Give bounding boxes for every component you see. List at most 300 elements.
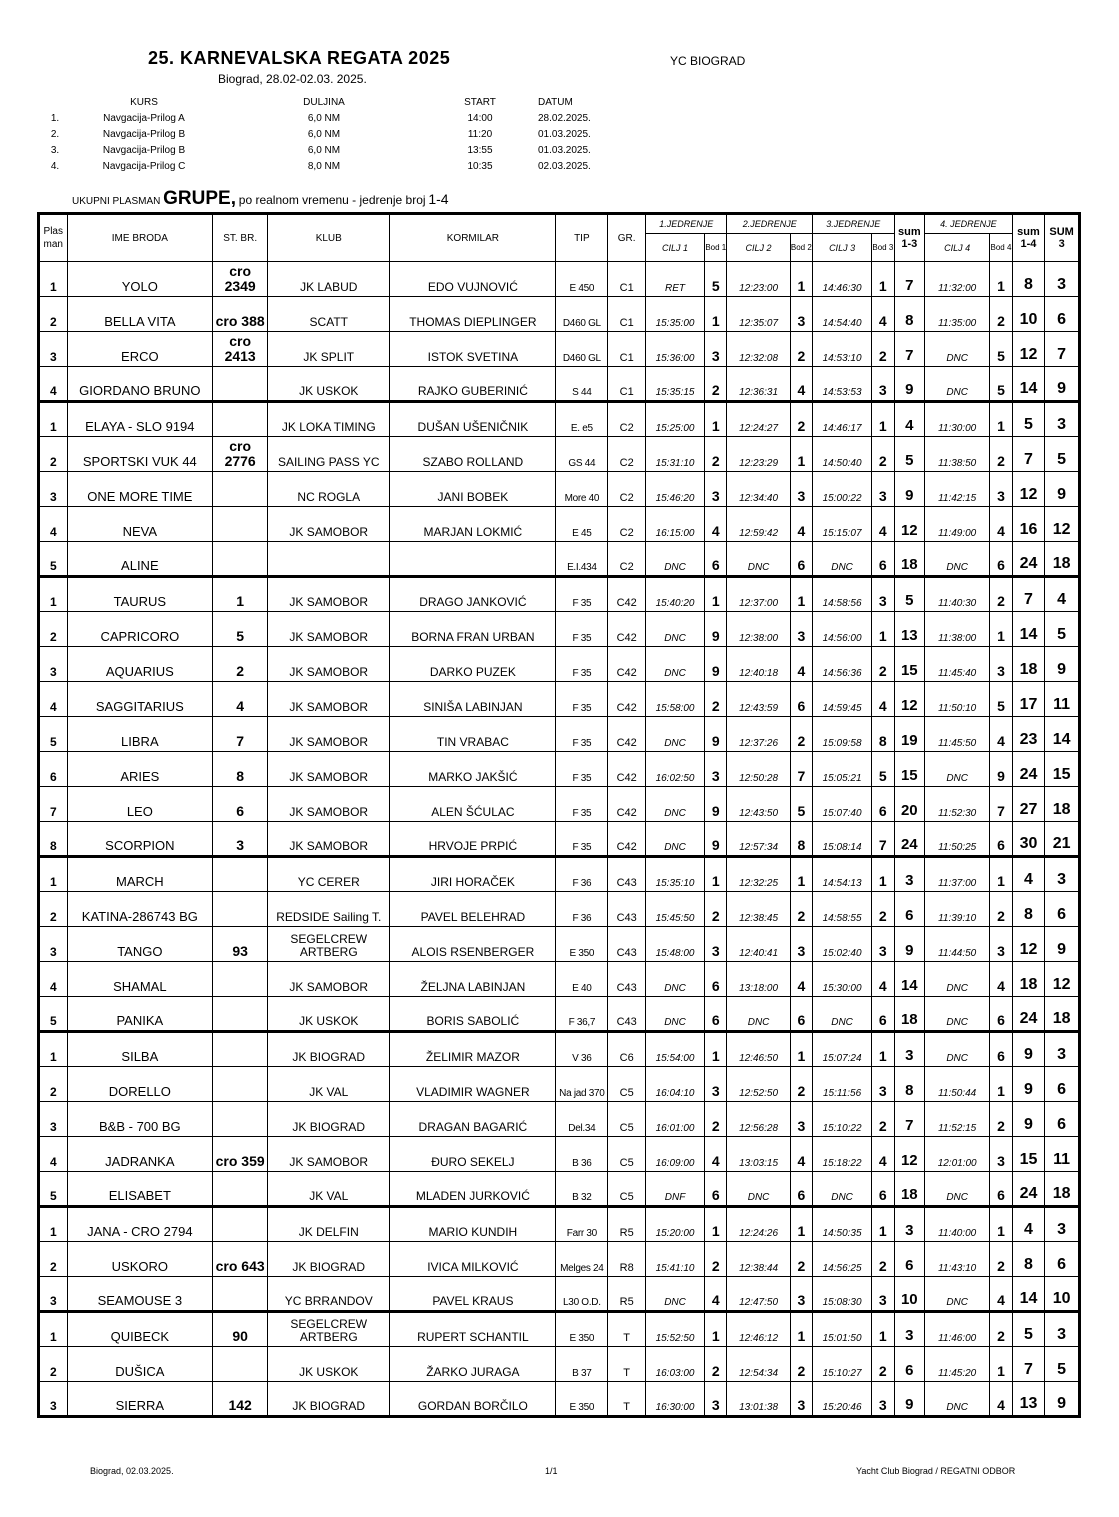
table-row <box>39 787 1080 822</box>
cell-skipper: MARKO JAKŠIĆ <box>390 752 556 787</box>
header-bod-3: Bod 3 <box>872 234 894 262</box>
cell-sum-1-4: 8 <box>1012 892 1045 927</box>
cell-points-3: 3 <box>872 472 894 507</box>
courses-header-duljina: DULJINA <box>303 97 345 108</box>
table-row <box>39 1032 1080 1067</box>
cell-group: C5 <box>608 1067 646 1102</box>
cell-club: JK SAMOBOR <box>268 577 390 612</box>
cell-sum-1-3: 18 <box>894 997 925 1032</box>
cell-points-4: 2 <box>990 437 1012 472</box>
cell-club: YC CERER <box>268 857 390 892</box>
cell-sum-1-4: 15 <box>1012 1137 1045 1172</box>
cell-points-4: 3 <box>990 647 1012 682</box>
cell-placement: 7 <box>39 787 68 822</box>
cell-club: JK SAMOBOR <box>268 612 390 647</box>
cell-boat-name: PANIKA <box>67 997 213 1032</box>
cell-points-2: 6 <box>790 997 812 1032</box>
cell-sum-1-3: 3 <box>894 1032 925 1067</box>
cell-sail-number <box>213 997 268 1032</box>
cell-skipper: RAJKO GUBERINIĆ <box>390 367 556 402</box>
cell-points-3: 3 <box>872 577 894 612</box>
cell-points-3: 1 <box>872 857 894 892</box>
cell-points-3: 6 <box>872 542 894 577</box>
cell-boat-name: YOLO <box>67 262 213 297</box>
cell-sum-1-4: 9 <box>1012 1102 1045 1137</box>
cell-skipper: RUPERT SCHANTIL <box>390 1312 556 1347</box>
course-row <box>40 159 650 175</box>
cell-finish-4: 11:52:30 <box>925 787 990 822</box>
cell-sail-number <box>213 1032 268 1067</box>
cell-points-3: 1 <box>872 612 894 647</box>
cell-group: C42 <box>608 612 646 647</box>
cell-points-3: 1 <box>872 1312 894 1347</box>
cell-boat-name: SEAMOUSE 3 <box>67 1277 213 1312</box>
cell-boat-type: E.I.434 <box>556 542 608 577</box>
cell-group: C43 <box>608 892 646 927</box>
cell-points-4: 1 <box>990 857 1012 892</box>
course-name: Navgacija-Prilog B <box>102 129 186 140</box>
cell-points-3: 3 <box>872 1277 894 1312</box>
cell-sum-1-4: 18 <box>1012 962 1045 997</box>
cell-group: C43 <box>608 857 646 892</box>
cell-club: JK SAMOBOR <box>268 822 390 857</box>
table-row <box>39 577 1080 612</box>
cell-placement: 1 <box>39 402 68 437</box>
cell-points-2: 1 <box>790 1032 812 1067</box>
cell-sum-1-3: 7 <box>894 332 925 367</box>
cell-sum-1-3: 9 <box>894 1382 925 1417</box>
cell-club: REDSIDE Sailing T. <box>268 892 390 927</box>
cell-finish-2: 12:32:08 <box>727 332 790 367</box>
table-row <box>39 892 1080 927</box>
results-header-row-1 <box>39 214 1080 234</box>
cell-points-3: 3 <box>872 1067 894 1102</box>
cell-sail-number: 4 <box>213 682 268 717</box>
cell-points-2: 1 <box>790 857 812 892</box>
cell-boat-name: SPORTSKI VUK 44 <box>67 437 213 472</box>
cell-sum-3: 9 <box>1045 647 1080 682</box>
cell-sail-number: cro 2349 <box>213 262 268 297</box>
cell-finish-1: DNC <box>646 997 705 1032</box>
cell-placement: 6 <box>39 752 68 787</box>
cell-placement: 4 <box>39 507 68 542</box>
cell-finish-2: 12:54:34 <box>727 1347 790 1382</box>
cell-finish-3: 14:46:30 <box>813 262 872 297</box>
cell-points-1: 1 <box>705 402 727 437</box>
cell-sail-number: 7 <box>213 717 268 752</box>
cell-skipper: ŽELIMIR MAZOR <box>390 1032 556 1067</box>
cell-finish-3: 15:08:30 <box>813 1277 872 1312</box>
cell-club: JK SAMOBOR <box>268 752 390 787</box>
cell-finish-3: 15:05:21 <box>813 752 872 787</box>
cell-group: C2 <box>608 472 646 507</box>
cell-finish-3: DNC <box>813 997 872 1032</box>
cell-boat-name: SAGGITARIUS <box>67 682 213 717</box>
header-bod-1: Bod 1 <box>705 234 727 262</box>
cell-finish-1: 16:01:00 <box>646 1102 705 1137</box>
cell-points-2: 3 <box>790 612 812 647</box>
cell-club: JK SPLIT <box>268 332 390 367</box>
cell-sail-number <box>213 1102 268 1137</box>
cell-sum-3: 3 <box>1045 1207 1080 1242</box>
cell-skipper: DRAGO JANKOVIĆ <box>390 577 556 612</box>
cell-finish-3: 14:50:35 <box>813 1207 872 1242</box>
cell-group: C6 <box>608 1032 646 1067</box>
cell-points-1: 3 <box>705 927 727 962</box>
cell-finish-1: 15:52:50 <box>646 1312 705 1347</box>
header-ime-broda: IME BRODA <box>67 214 213 262</box>
cell-points-4: 1 <box>990 1207 1012 1242</box>
cell-boat-type: D460 GL <box>556 332 608 367</box>
cell-sum-1-4: 7 <box>1012 577 1045 612</box>
cell-points-1: 9 <box>705 787 727 822</box>
cell-boat-name: SIERRA <box>67 1382 213 1417</box>
cell-finish-4: 11:42:15 <box>925 472 990 507</box>
course-length: 6,0 NM <box>307 145 341 156</box>
cell-points-1: 6 <box>705 1172 727 1207</box>
cell-points-3: 7 <box>872 822 894 857</box>
cell-club: JK SAMOBOR <box>268 787 390 822</box>
cell-boat-type: F 35 <box>556 612 608 647</box>
course-name: Navgacija-Prilog C <box>102 161 186 172</box>
cell-club: JK BIOGRAD <box>268 1242 390 1277</box>
header-sum-1-3: sum 1-3 <box>894 214 925 262</box>
course-date: 02.03.2025. <box>538 161 591 172</box>
cell-group: C1 <box>608 332 646 367</box>
cell-boat-name: TAURUS <box>67 577 213 612</box>
cell-finish-2: 12:43:59 <box>727 682 790 717</box>
header-tip: TIP <box>556 214 608 262</box>
course-start: 10:35 <box>467 161 493 172</box>
cell-sail-number <box>213 507 268 542</box>
cell-skipper: BORIS SABOLIĆ <box>390 997 556 1032</box>
cell-points-2: 3 <box>790 297 812 332</box>
cell-finish-4: 11:38:00 <box>925 612 990 647</box>
cell-points-4: 4 <box>990 1277 1012 1312</box>
cell-points-1: 3 <box>705 1067 727 1102</box>
cell-sail-number <box>213 542 268 577</box>
cell-finish-3: 15:10:27 <box>813 1347 872 1382</box>
table-row <box>39 1382 1080 1417</box>
cell-group: R8 <box>608 1242 646 1277</box>
cell-finish-2: 13:03:15 <box>727 1137 790 1172</box>
cell-sum-1-4: 5 <box>1012 402 1045 437</box>
cell-points-1: 1 <box>705 297 727 332</box>
table-row <box>39 822 1080 857</box>
cell-boat-type: L30 O.D. <box>556 1277 608 1312</box>
table-row <box>39 332 1080 367</box>
cell-finish-3: 15:09:58 <box>813 717 872 752</box>
cell-points-2: 5 <box>790 787 812 822</box>
cell-points-3: 1 <box>872 1207 894 1242</box>
cell-finish-2: 12:38:00 <box>727 612 790 647</box>
cell-club <box>268 542 390 577</box>
cell-sum-1-4: 18 <box>1012 647 1045 682</box>
cell-placement: 2 <box>39 892 68 927</box>
regatta-title: 25. KARNEVALSKA REGATA 2025 <box>148 48 451 68</box>
cell-points-2: 4 <box>790 367 812 402</box>
cell-boat-type: Farr 30 <box>556 1207 608 1242</box>
cell-club: JK BIOGRAD <box>268 1032 390 1067</box>
cell-sum-3: 12 <box>1045 962 1080 997</box>
regatta-subtitle: Biograd, 28.02-02.03. 2025. <box>218 72 367 86</box>
cell-sum-1-3: 12 <box>894 682 925 717</box>
cell-group: C43 <box>608 962 646 997</box>
cell-sum-3: 3 <box>1045 402 1080 437</box>
cell-group: T <box>608 1347 646 1382</box>
course-number: 4. <box>50 161 60 172</box>
cell-points-4: 2 <box>990 297 1012 332</box>
header-race-4: 4. JEDRENJE <box>925 214 1013 234</box>
cell-points-4: 6 <box>990 822 1012 857</box>
course-name: Navgacija-Prilog B <box>102 145 186 156</box>
section-title <box>72 188 449 210</box>
cell-finish-3: 15:30:00 <box>813 962 872 997</box>
cell-sail-number: 2 <box>213 647 268 682</box>
cell-group: C5 <box>608 1172 646 1207</box>
cell-points-3: 3 <box>872 1382 894 1417</box>
cell-placement: 3 <box>39 647 68 682</box>
cell-points-1: 9 <box>705 612 727 647</box>
cell-sum-1-3: 6 <box>894 892 925 927</box>
cell-points-1: 2 <box>705 437 727 472</box>
cell-points-2: 6 <box>790 682 812 717</box>
cell-finish-1: 16:15:00 <box>646 507 705 542</box>
cell-club: JK BIOGRAD <box>268 1102 390 1137</box>
cell-sail-number <box>213 1067 268 1102</box>
cell-points-4: 3 <box>990 1137 1012 1172</box>
cell-skipper: ŽARKO JURAGA <box>390 1347 556 1382</box>
cell-placement: 5 <box>39 1172 68 1207</box>
cell-finish-4: 11:43:10 <box>925 1242 990 1277</box>
cell-sum-1-4: 7 <box>1012 1347 1045 1382</box>
cell-points-1: 3 <box>705 332 727 367</box>
cell-sail-number: 142 <box>213 1382 268 1417</box>
cell-finish-4: 11:49:00 <box>925 507 990 542</box>
cell-finish-1: DNF <box>646 1172 705 1207</box>
cell-finish-3: 14:59:45 <box>813 682 872 717</box>
cell-boat-name: KATINA-286743 BG <box>67 892 213 927</box>
cell-finish-1: 15:35:10 <box>646 857 705 892</box>
section-title-desc: po realnom vremenu - jedrenje broj <box>238 193 426 207</box>
cell-group: C2 <box>608 437 646 472</box>
cell-points-1: 1 <box>705 857 727 892</box>
cell-points-2: 1 <box>790 577 812 612</box>
cell-boat-name: GIORDANO BRUNO <box>67 367 213 402</box>
club-name: YC BIOGRAD <box>670 54 746 68</box>
cell-boat-type: B 37 <box>556 1347 608 1382</box>
table-row <box>39 927 1080 962</box>
cell-boat-type: E. e5 <box>556 402 608 437</box>
cell-points-4: 1 <box>990 612 1012 647</box>
table-row <box>39 297 1080 332</box>
cell-finish-2: DNC <box>727 997 790 1032</box>
course-row <box>40 143 650 159</box>
cell-points-2: 2 <box>790 717 812 752</box>
cell-points-1: 3 <box>705 1382 727 1417</box>
cell-finish-3: 14:58:56 <box>813 577 872 612</box>
cell-skipper: ĐURO SEKELJ <box>390 1137 556 1172</box>
cell-sail-number: 1 <box>213 577 268 612</box>
cell-points-2: 2 <box>790 1347 812 1382</box>
cell-skipper: SZABO ROLLAND <box>390 437 556 472</box>
cell-sail-number: 3 <box>213 822 268 857</box>
cell-placement: 3 <box>39 472 68 507</box>
cell-skipper: PAVEL KRAUS <box>390 1277 556 1312</box>
cell-finish-1: 15:40:20 <box>646 577 705 612</box>
cell-points-1: 1 <box>705 577 727 612</box>
cell-boat-type: Del.34 <box>556 1102 608 1137</box>
course-number: 3. <box>50 145 60 156</box>
header-bod-4: Bod 4 <box>990 234 1012 262</box>
cell-placement: 3 <box>39 1102 68 1137</box>
cell-sum-1-3: 8 <box>894 1067 925 1102</box>
cell-sum-1-4: 8 <box>1012 1242 1045 1277</box>
cell-finish-1: 15:36:00 <box>646 332 705 367</box>
cell-finish-2: 12:34:40 <box>727 472 790 507</box>
cell-sail-number <box>213 1277 268 1312</box>
cell-finish-4: 11:30:00 <box>925 402 990 437</box>
cell-finish-1: 15:35:00 <box>646 297 705 332</box>
cell-boat-name: ONE MORE TIME <box>67 472 213 507</box>
cell-points-2: 6 <box>790 1172 812 1207</box>
cell-sail-number: cro 388 <box>213 297 268 332</box>
cell-points-1: 4 <box>705 1137 727 1172</box>
cell-points-1: 6 <box>705 542 727 577</box>
cell-boat-type: F 36 <box>556 892 608 927</box>
header-cilj-4: CILJ 4 <box>925 234 990 262</box>
footer-date: Biograd, 02.03.2025. <box>90 1466 174 1476</box>
cell-placement: 3 <box>39 1277 68 1312</box>
cell-sum-1-3: 9 <box>894 472 925 507</box>
cell-finish-1: 16:30:00 <box>646 1382 705 1417</box>
cell-placement: 3 <box>39 332 68 367</box>
cell-sum-3: 9 <box>1045 367 1080 402</box>
courses-header-start: START <box>464 97 496 108</box>
cell-sum-3: 6 <box>1045 1242 1080 1277</box>
cell-points-2: 2 <box>790 1067 812 1102</box>
cell-finish-4: 11:46:00 <box>925 1312 990 1347</box>
cell-finish-2: 12:43:50 <box>727 787 790 822</box>
cell-finish-3: 15:08:14 <box>813 822 872 857</box>
cell-sum-1-3: 3 <box>894 1207 925 1242</box>
cell-finish-1: DNC <box>646 787 705 822</box>
cell-finish-4: DNC <box>925 1172 990 1207</box>
cell-finish-4: DNC <box>925 332 990 367</box>
cell-finish-1: 15:35:15 <box>646 367 705 402</box>
cell-boat-name: ALINE <box>67 542 213 577</box>
cell-group: C42 <box>608 717 646 752</box>
cell-points-3: 2 <box>872 332 894 367</box>
cell-points-3: 1 <box>872 1032 894 1067</box>
cell-sum-1-3: 7 <box>894 1102 925 1137</box>
cell-finish-2: 12:37:26 <box>727 717 790 752</box>
cell-boat-name: DUŠICA <box>67 1347 213 1382</box>
cell-sail-number: 5 <box>213 612 268 647</box>
table-row <box>39 542 1080 577</box>
cell-sum-1-4: 13 <box>1012 1382 1045 1417</box>
cell-sum-1-3: 24 <box>894 822 925 857</box>
cell-finish-2: 12:50:28 <box>727 752 790 787</box>
cell-points-4: 4 <box>990 507 1012 542</box>
cell-finish-1: 16:09:00 <box>646 1137 705 1172</box>
cell-finish-3: 14:53:10 <box>813 332 872 367</box>
cell-sum-1-3: 15 <box>894 647 925 682</box>
cell-club: SEGELCREW ARTBERG <box>268 927 390 962</box>
cell-sum-1-4: 30 <box>1012 822 1045 857</box>
cell-sum-1-3: 12 <box>894 507 925 542</box>
section-title-races: 1-4 <box>428 191 449 207</box>
cell-group: C42 <box>608 647 646 682</box>
cell-points-2: 4 <box>790 647 812 682</box>
cell-placement: 2 <box>39 1067 68 1102</box>
cell-boat-name: SCORPION <box>67 822 213 857</box>
cell-sum-1-4: 24 <box>1012 1172 1045 1207</box>
cell-finish-4: 11:32:00 <box>925 262 990 297</box>
cell-sum-1-3: 10 <box>894 1277 925 1312</box>
cell-boat-type: E 40 <box>556 962 608 997</box>
cell-placement: 1 <box>39 262 68 297</box>
header-cilj-2: CILJ 2 <box>727 234 790 262</box>
cell-club: JK SAMOBOR <box>268 717 390 752</box>
cell-skipper: MLADEN JURKOVIĆ <box>390 1172 556 1207</box>
cell-points-2: 6 <box>790 542 812 577</box>
cell-points-4: 2 <box>990 577 1012 612</box>
cell-points-3: 2 <box>872 647 894 682</box>
cell-points-4: 1 <box>990 1067 1012 1102</box>
cell-boat-name: USKORO <box>67 1242 213 1277</box>
cell-sum-3: 21 <box>1045 822 1080 857</box>
cell-finish-3: 15:01:50 <box>813 1312 872 1347</box>
cell-points-2: 1 <box>790 1312 812 1347</box>
cell-sum-3: 11 <box>1045 1137 1080 1172</box>
cell-finish-3: DNC <box>813 1172 872 1207</box>
cell-sum-3: 15 <box>1045 752 1080 787</box>
cell-finish-2: 12:23:29 <box>727 437 790 472</box>
cell-sum-1-4: 24 <box>1012 752 1045 787</box>
course-length: 6,0 NM <box>307 113 341 124</box>
cell-sum-1-4: 4 <box>1012 857 1045 892</box>
table-row <box>39 612 1080 647</box>
cell-sum-1-4: 24 <box>1012 542 1045 577</box>
cell-club: JK USKOK <box>268 1347 390 1382</box>
cell-club: JK DELFIN <box>268 1207 390 1242</box>
cell-sum-3: 10 <box>1045 1277 1080 1312</box>
cell-points-2: 4 <box>790 962 812 997</box>
cell-points-2: 2 <box>790 332 812 367</box>
header-st-br: ST. BR. <box>213 214 268 262</box>
cell-finish-2: 12:37:00 <box>727 577 790 612</box>
cell-finish-2: 12:40:18 <box>727 647 790 682</box>
cell-boat-type: B 36 <box>556 1137 608 1172</box>
cell-points-4: 6 <box>990 1172 1012 1207</box>
cell-sum-1-3: 18 <box>894 542 925 577</box>
cell-points-4: 3 <box>990 927 1012 962</box>
cell-placement: 1 <box>39 1032 68 1067</box>
cell-points-2: 2 <box>790 1242 812 1277</box>
cell-boat-name: AQUARIUS <box>67 647 213 682</box>
cell-points-1: 4 <box>705 507 727 542</box>
cell-finish-3: 15:02:40 <box>813 927 872 962</box>
cell-sum-3: 11 <box>1045 682 1080 717</box>
cell-placement: 1 <box>39 857 68 892</box>
cell-sail-number <box>213 402 268 437</box>
table-row <box>39 262 1080 297</box>
cell-boat-name: BELLA VITA <box>67 297 213 332</box>
cell-placement: 3 <box>39 927 68 962</box>
cell-points-1: 5 <box>705 262 727 297</box>
cell-points-3: 4 <box>872 507 894 542</box>
